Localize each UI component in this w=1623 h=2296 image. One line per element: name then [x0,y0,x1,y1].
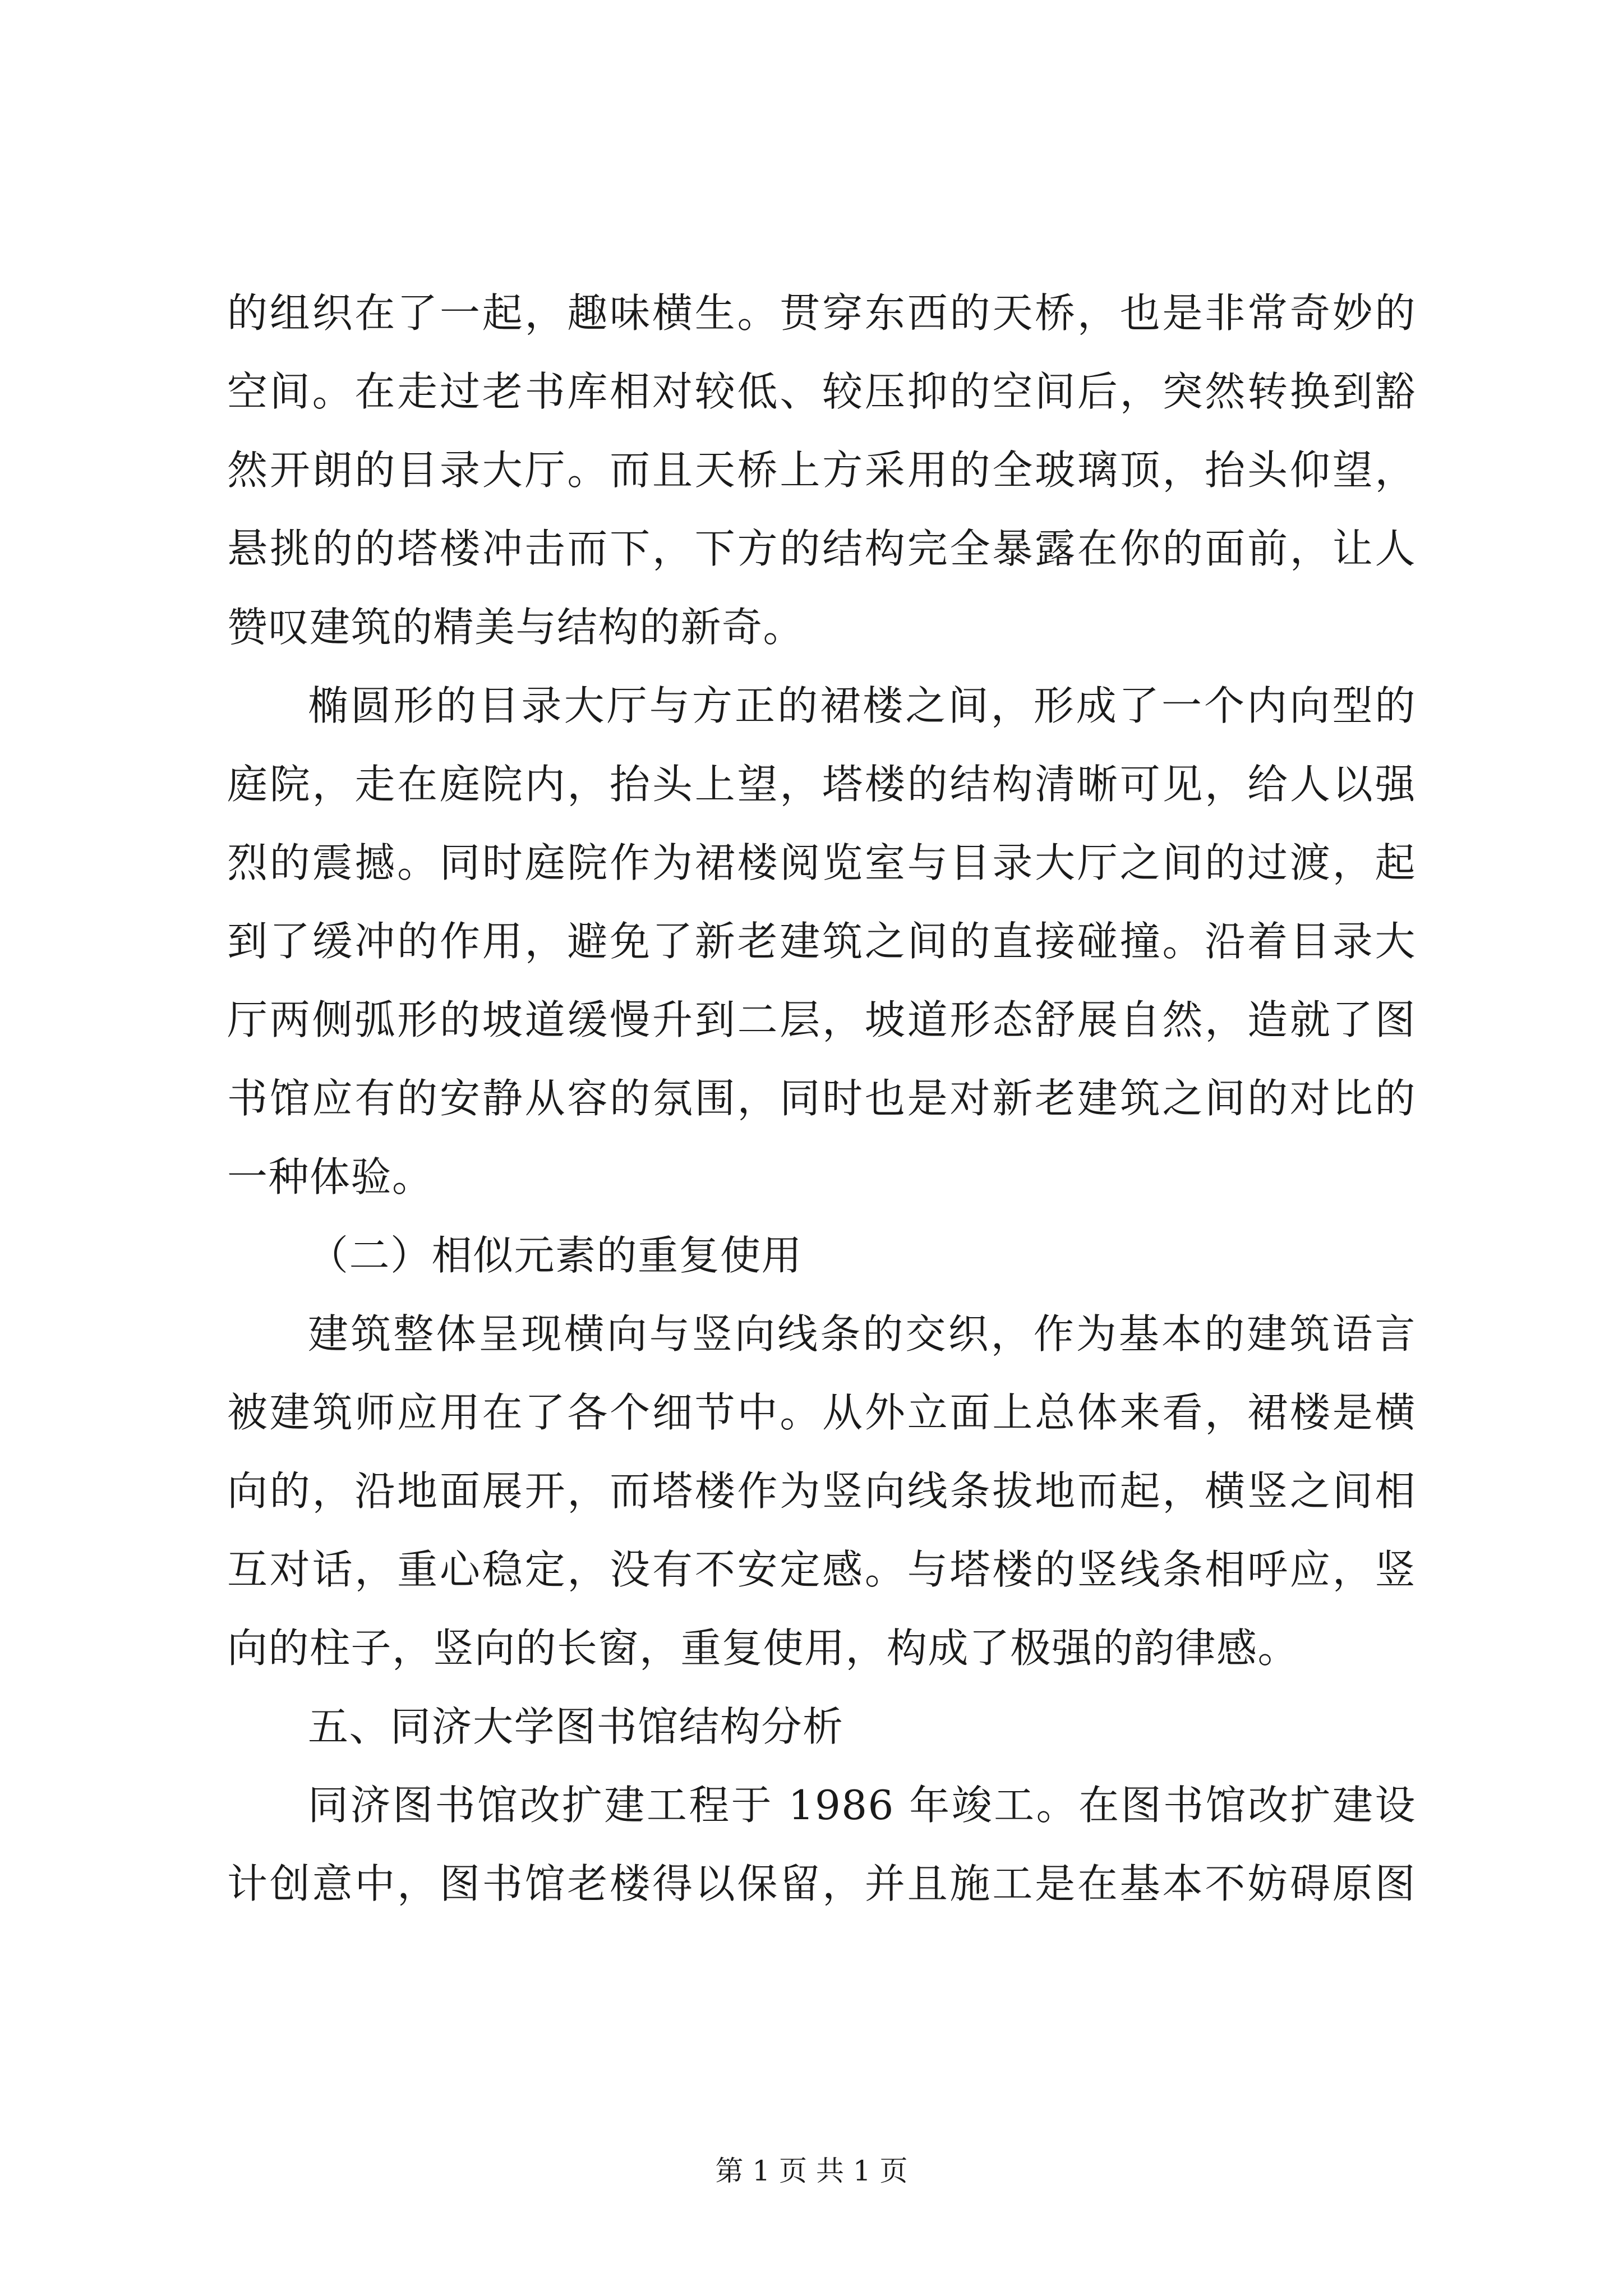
text-line: 计创意中，图书馆老楼得以保留，并且施工是在基本不妨碍原图 [227,1860,1416,1907]
text-line: 建筑整体呈现横向与竖向线条的交织，作为基本的建筑语言 [308,1310,1416,1358]
text-line: 椭圆形的目录大厅与方正的裙楼之间，形成了一个内向型的 [308,682,1416,729]
text-line: 向的，沿地面展开，而塔楼作为竖向线条拔地而起，横竖之间相 [227,1467,1416,1515]
text-line: 向的柱子，竖向的长窗，重复使用，构成了极强的韵律感。 [227,1625,1299,1672]
text-line: 同济图书馆改扩建工程于 1986 年竣工。在图书馆改扩建设 [308,1782,1416,1829]
text-line: 然开朗的目录大厅。而且天桥上方采用的全玻璃顶，抬头仰望， [227,447,1416,494]
text-line: 互对话，重心稳定，没有不安定感。与塔楼的竖线条相呼应，竖 [227,1546,1416,1593]
text-line: 一种体验。 [227,1153,434,1200]
text-line: 烈的震撼。同时庭院作为裙楼阅览室与目录大厅之间的过渡，起 [227,839,1416,886]
text-line: 厅两侧弧形的坡道缓慢升到二层，坡道形态舒展自然，造就了图 [227,996,1416,1043]
text-line: 书馆应有的安静从容的氛围，同时也是对新老建筑之间的对比的 [227,1075,1416,1122]
text-line: 被建筑师应用在了各个细节中。从外立面上总体来看，裙楼是横 [227,1389,1416,1436]
text-line: 赞叹建筑的精美与结构的新奇。 [227,604,805,651]
section-heading: （二）相似元素的重复使用 [308,1232,803,1279]
text-line: 的组织在了一起，趣味横生。贯穿东西的天桥，也是非常奇妙的 [227,289,1416,337]
document-body [227,274,1416,1923]
text-line: 到了缓冲的作用，避免了新老建筑之间的直接碰撞。沿着目录大 [227,918,1416,965]
page-footer: 第 1 页 共 1 页 [715,2155,908,2187]
text-line: 庭院，走在庭院内，抬头上望，塔楼的结构清晰可见，给人以强 [227,761,1416,808]
text-line: 空间。在走过老书库相对较低、较压抑的空间后，突然转换到豁 [227,368,1416,415]
text-line: 悬挑的的塔楼冲击而下，下方的结构完全暴露在你的面前，让人 [227,525,1416,572]
section-heading: 五、同济大学图书馆结构分析 [308,1703,844,1750]
